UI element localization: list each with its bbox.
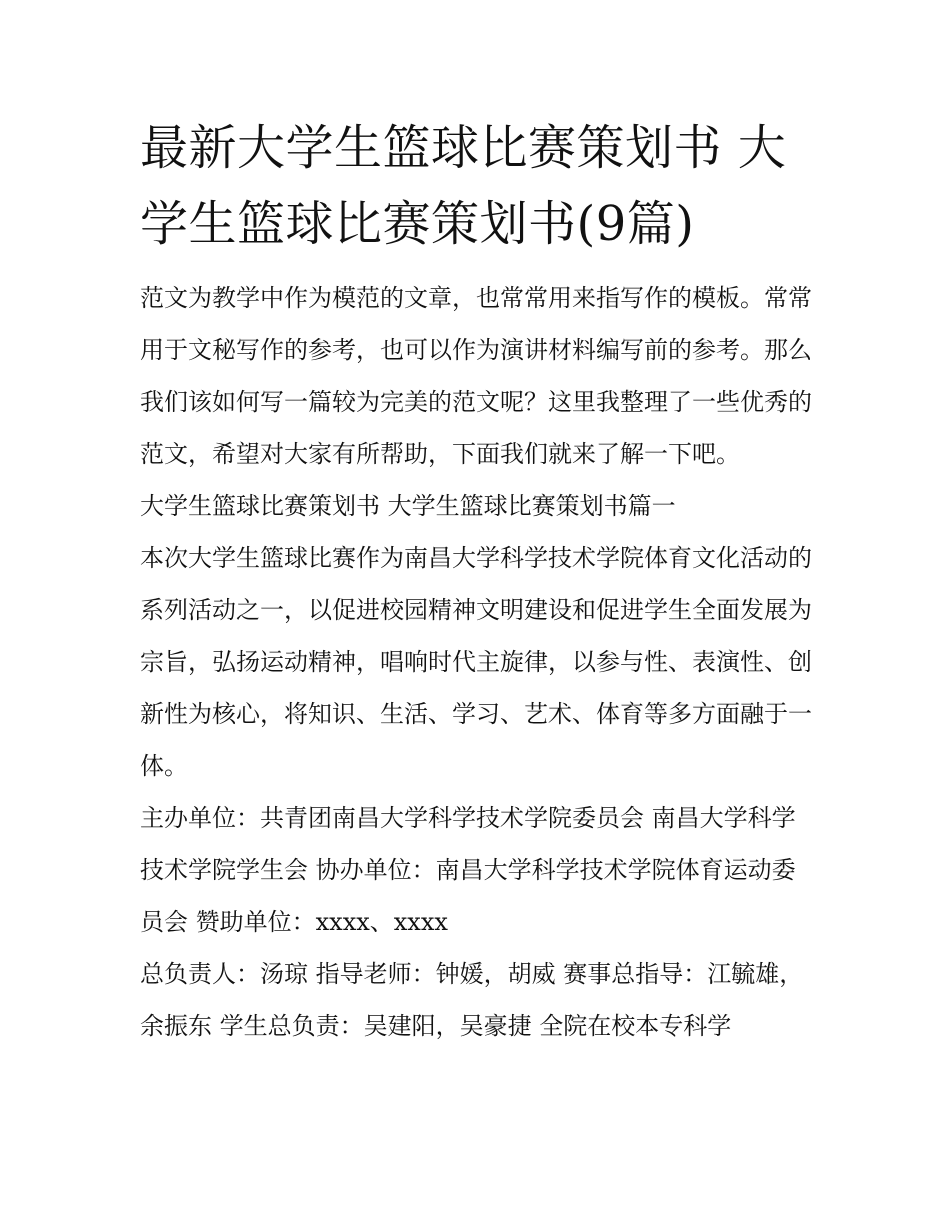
organizers-paragraph: 主办单位：共青团南昌大学科学技术学院委员会 南昌大学科学技术学院学生会 协办单位：南昌大学科学技术学院体育运动委员会 赞助单位：xxxx、xxxx <box>140 804 796 936</box>
document-title: 最新大学生篮球比赛策划书 大学生篮球比赛策划书(9篇) <box>140 120 787 252</box>
purpose-paragraph: 本次大学生篮球比赛作为南昌大学科学技术学院体育文化活动的系列活动之一，以促进校园精神文明建设和促进学生全面发展为宗旨，弘扬运动精神，唱响时代主旋律，以参与性、表演性、创新性为核心，将知识、生活、学习、艺术、体育等多方面融于一体。 <box>140 544 812 780</box>
section-heading: 大学生篮球比赛策划书 大学生篮球比赛策划书篇一 <box>140 492 676 520</box>
document-page <box>140 110 815 1052</box>
intro-paragraph: 范文为教学中作为模范的文章，也常常用来指写作的模板。常常用于文秘写作的参考，也可以作为演讲材料编写前的参考。那么我们该如何写一篇较为完美的范文呢？这里我整理了一些优秀的范文，希望对大家有所帮助，下面我们就来了解一下吧。 <box>140 284 812 468</box>
staff-paragraph: 总负责人：汤琼 指导老师：钟媛，胡威 赛事总指导：江毓雄，余振东 学生总负责：吴建阳，吴豪捷 全院在校本专科学 <box>140 960 804 1040</box>
